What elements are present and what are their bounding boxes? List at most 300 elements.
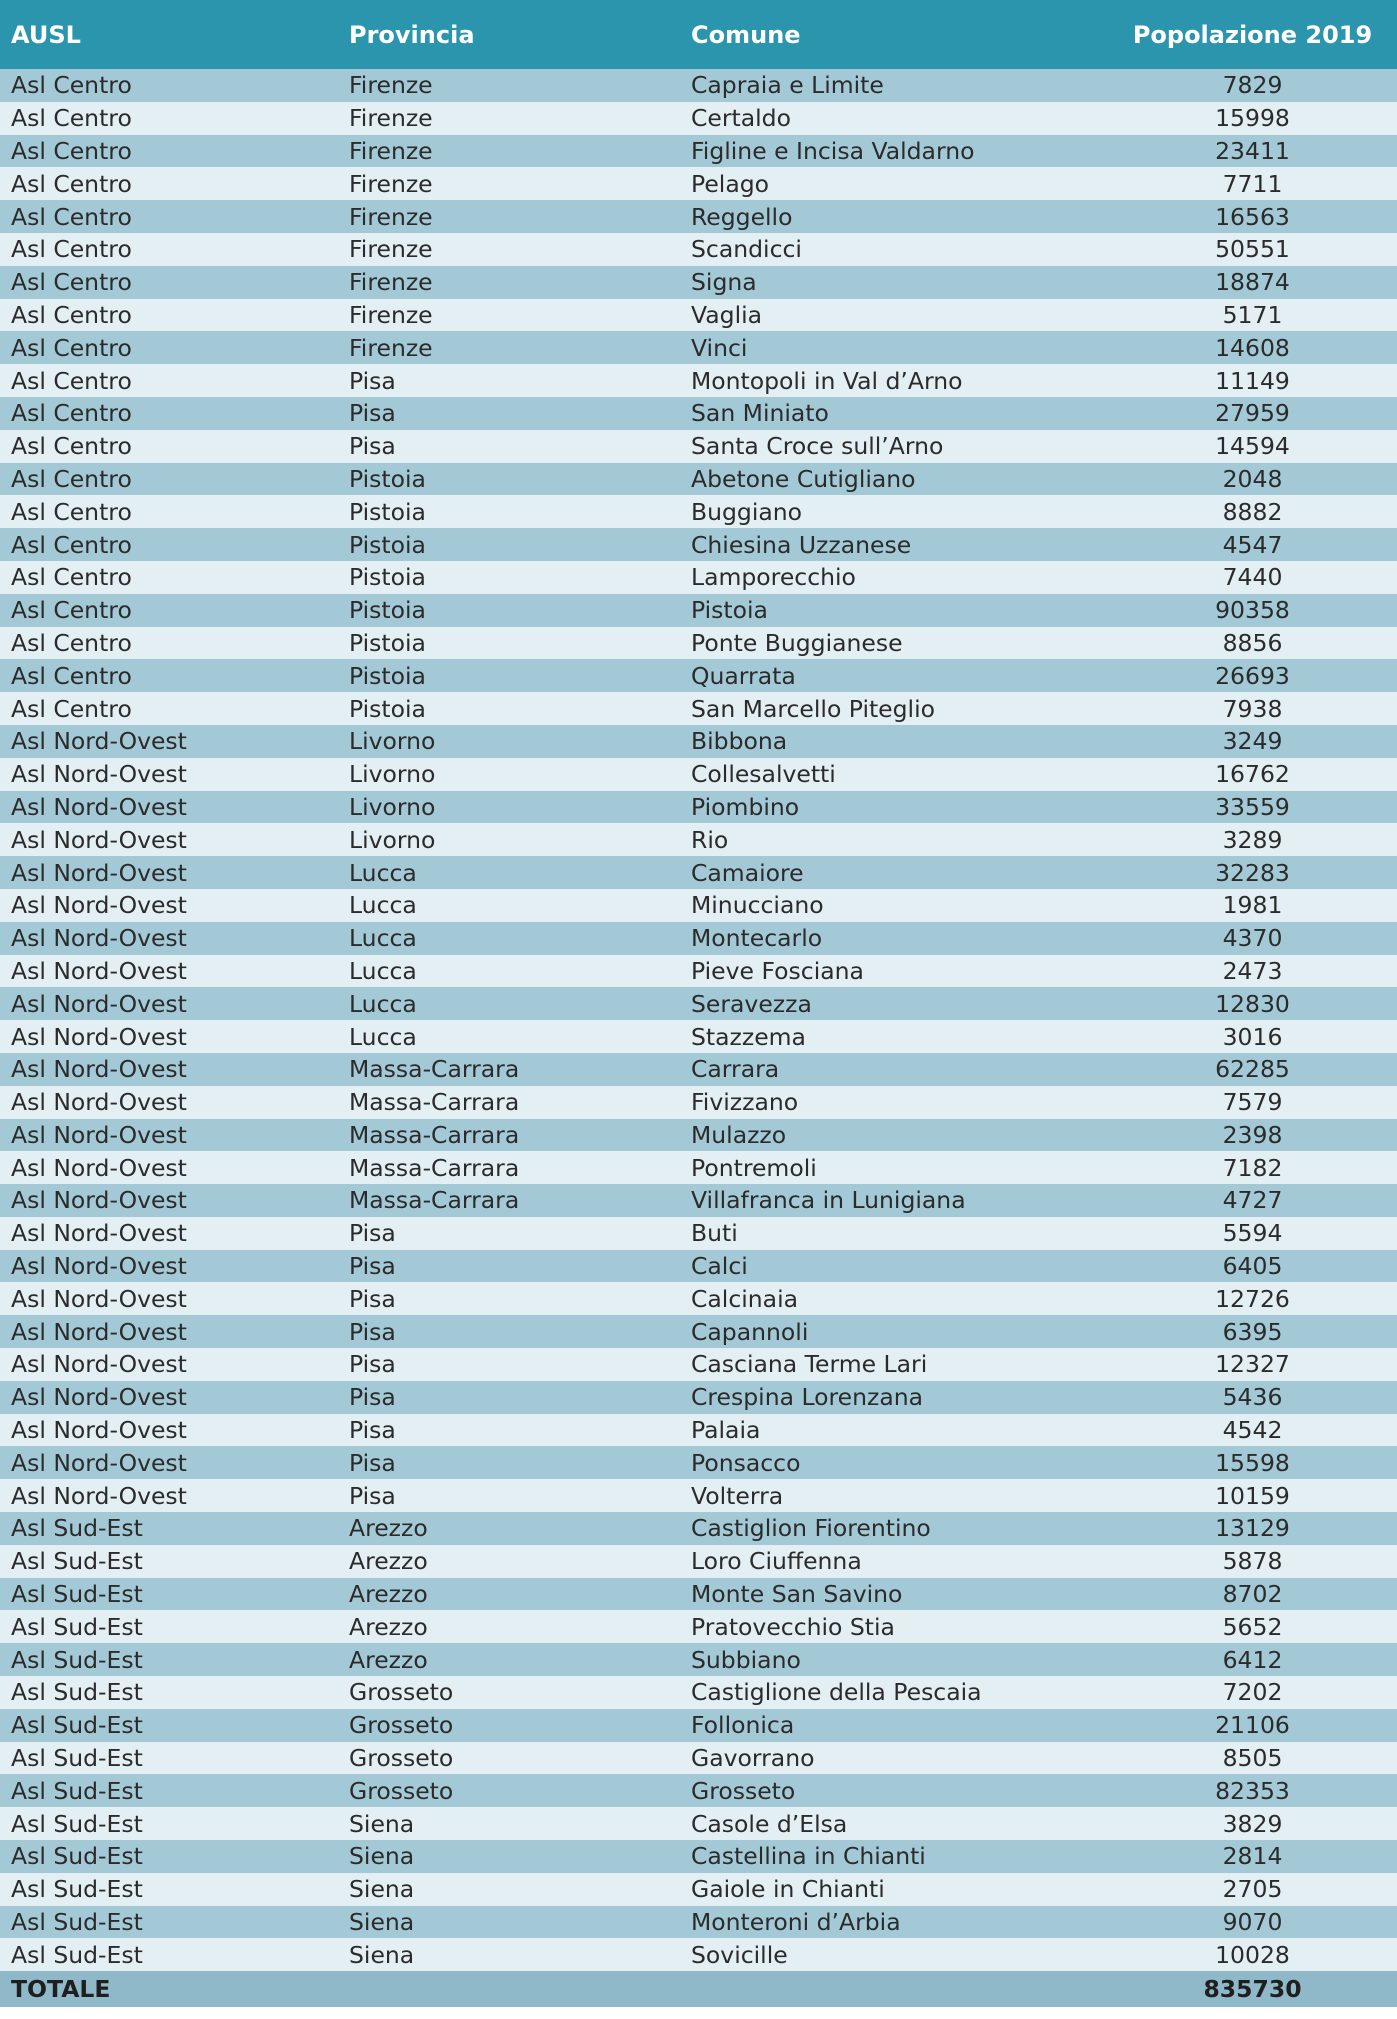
cell-popolazione: 8882 xyxy=(1222,497,1283,526)
cell-comune: Camaiore xyxy=(691,858,804,887)
cell-provincia: Grosseto xyxy=(349,1744,454,1773)
cell-popolazione: 33559 xyxy=(1215,792,1290,821)
table-row xyxy=(0,627,1397,660)
cell-ausl: Asl Centro xyxy=(11,694,132,723)
header-popolazione: Popolazione 2019 xyxy=(1132,20,1373,49)
cell-popolazione: 3016 xyxy=(1222,1022,1283,1051)
cell-popolazione: 6405 xyxy=(1222,1252,1283,1281)
cell-provincia: Pisa xyxy=(349,1219,396,1248)
cell-comune: Calcinaia xyxy=(691,1284,799,1313)
total-empty-comune xyxy=(680,1971,1108,2007)
cell-popolazione: 14594 xyxy=(1215,432,1290,461)
cell-provincia: Massa-Carrara xyxy=(349,1055,520,1084)
cell-provincia: Grosseto xyxy=(349,1776,454,1805)
table-row xyxy=(0,1545,1397,1578)
cell-popolazione: 27959 xyxy=(1215,399,1290,428)
cell-comune: Pieve Fosciana xyxy=(691,956,864,985)
cell-ausl: Asl Centro xyxy=(11,333,132,362)
cell-popolazione: 23411 xyxy=(1215,136,1290,165)
table-row xyxy=(0,1414,1397,1447)
cell-popolazione: 90358 xyxy=(1215,596,1290,625)
cell-ausl: Asl Nord-Ovest xyxy=(11,1448,187,1477)
cell-provincia: Arezzo xyxy=(349,1612,428,1641)
header-comune: Comune xyxy=(691,20,801,49)
table-row xyxy=(0,1840,1397,1873)
cell-provincia: Firenze xyxy=(349,136,433,165)
table-row xyxy=(0,102,1397,135)
table-row xyxy=(0,1315,1397,1348)
cell-ausl: Asl Nord-Ovest xyxy=(11,1481,187,1510)
cell-popolazione: 2814 xyxy=(1222,1842,1283,1871)
cell-comune: Gaiole in Chianti xyxy=(691,1875,885,1904)
cell-ausl: Asl Nord-Ovest xyxy=(11,727,187,756)
cell-popolazione: 4370 xyxy=(1222,924,1283,953)
table-row xyxy=(0,889,1397,922)
table-footer xyxy=(0,1971,1397,2007)
cell-ausl: Asl Centro xyxy=(11,71,132,100)
cell-provincia: Pisa xyxy=(349,1350,396,1379)
cell-provincia: Massa-Carrara xyxy=(349,1120,520,1149)
cell-ausl: Asl Centro xyxy=(11,136,132,165)
cell-comune: Vinci xyxy=(691,333,748,362)
cell-provincia: Firenze xyxy=(349,169,433,198)
cell-popolazione: 13129 xyxy=(1215,1514,1290,1543)
cell-popolazione: 3829 xyxy=(1222,1809,1283,1838)
cell-provincia: Grosseto xyxy=(349,1711,454,1740)
cell-provincia: Lucca xyxy=(349,858,417,887)
cell-comune: Grosseto xyxy=(691,1776,796,1805)
cell-ausl: Asl Sud-Est xyxy=(11,1842,143,1871)
table-header xyxy=(0,0,1397,69)
cell-provincia: Livorno xyxy=(349,727,436,756)
cell-provincia: Pistoia xyxy=(349,628,426,657)
cell-provincia: Pisa xyxy=(349,366,396,395)
cell-ausl: Asl Nord-Ovest xyxy=(11,760,187,789)
cell-comune: Casciana Terme Lari xyxy=(691,1350,928,1379)
cell-ausl: Asl Centro xyxy=(11,563,132,592)
cell-provincia: Lucca xyxy=(349,1022,417,1051)
table-row xyxy=(0,331,1397,364)
cell-ausl: Asl Centro xyxy=(11,268,132,297)
cell-provincia: Pisa xyxy=(349,1317,396,1346)
cell-provincia: Firenze xyxy=(349,333,433,362)
cell-comune: Signa xyxy=(691,268,757,297)
cell-popolazione: 50551 xyxy=(1215,235,1290,264)
cell-popolazione: 12830 xyxy=(1215,989,1290,1018)
cell-comune: Bibbona xyxy=(691,727,788,756)
table-row xyxy=(0,1578,1397,1611)
cell-ausl: Asl Sud-Est xyxy=(11,1514,143,1543)
table-row xyxy=(0,135,1397,168)
table-row xyxy=(0,594,1397,627)
table-row xyxy=(0,1348,1397,1381)
cell-ausl: Asl Centro xyxy=(11,661,132,690)
cell-provincia: Pistoia xyxy=(349,563,426,592)
table-row xyxy=(0,528,1397,561)
header-provincia: Provincia xyxy=(349,20,475,49)
cell-provincia: Pisa xyxy=(349,1416,396,1445)
cell-comune: San Miniato xyxy=(691,399,829,428)
cell-ausl: Asl Sud-Est xyxy=(11,1744,143,1773)
cell-ausl: Asl Nord-Ovest xyxy=(11,1186,187,1215)
table-row xyxy=(0,856,1397,889)
cell-ausl: Asl Nord-Ovest xyxy=(11,891,187,920)
cell-popolazione: 11149 xyxy=(1215,366,1290,395)
cell-comune: Ponte Buggianese xyxy=(691,628,903,657)
cell-ausl: Asl Nord-Ovest xyxy=(11,1383,187,1412)
cell-comune: Sovicille xyxy=(691,1940,788,1969)
table-row xyxy=(0,1282,1397,1315)
cell-popolazione: 2473 xyxy=(1222,956,1283,985)
cell-provincia: Pisa xyxy=(349,399,396,428)
cell-ausl: Asl Nord-Ovest xyxy=(11,1120,187,1149)
cell-comune: Follonica xyxy=(691,1711,795,1740)
cell-ausl: Asl Nord-Ovest xyxy=(11,1317,187,1346)
cell-comune: Ponsacco xyxy=(691,1448,801,1477)
cell-popolazione: 7829 xyxy=(1222,71,1283,100)
cell-provincia: Livorno xyxy=(349,760,436,789)
cell-comune: Figline e Incisa Valdarno xyxy=(691,136,975,165)
cell-comune: Quarrata xyxy=(691,661,796,690)
cell-popolazione: 4547 xyxy=(1222,530,1283,559)
table-row xyxy=(0,1742,1397,1775)
table-row xyxy=(0,1643,1397,1676)
table-row xyxy=(0,1676,1397,1709)
cell-comune: Mulazzo xyxy=(691,1120,787,1149)
table-row xyxy=(0,1086,1397,1119)
table-row xyxy=(0,1873,1397,1906)
cell-provincia: Pisa xyxy=(349,1284,396,1313)
cell-ausl: Asl Centro xyxy=(11,497,132,526)
cell-comune: Subbiano xyxy=(691,1645,801,1674)
cell-provincia: Pistoia xyxy=(349,596,426,625)
cell-comune: Calci xyxy=(691,1252,748,1281)
cell-provincia: Siena xyxy=(349,1842,415,1871)
cell-comune: Loro Ciuffenna xyxy=(691,1547,862,1576)
cell-provincia: Arezzo xyxy=(349,1547,428,1576)
cell-popolazione: 8702 xyxy=(1222,1580,1283,1609)
cell-popolazione: 7182 xyxy=(1222,1153,1283,1182)
table-row xyxy=(0,1610,1397,1643)
cell-ausl: Asl Nord-Ovest xyxy=(11,1055,187,1084)
cell-ausl: Asl Sud-Est xyxy=(11,1776,143,1805)
table-row xyxy=(0,1119,1397,1152)
cell-provincia: Pistoia xyxy=(349,497,426,526)
cell-ausl: Asl Centro xyxy=(11,235,132,264)
table-body xyxy=(0,69,1397,1971)
table-row xyxy=(0,364,1397,397)
cell-provincia: Firenze xyxy=(349,235,433,264)
cell-comune: Carrara xyxy=(691,1055,780,1084)
cell-popolazione: 21106 xyxy=(1215,1711,1290,1740)
cell-comune: Pontremoli xyxy=(691,1153,817,1182)
cell-popolazione: 7202 xyxy=(1222,1678,1283,1707)
table-row xyxy=(0,1479,1397,1512)
cell-comune: Chiesina Uzzanese xyxy=(691,530,912,559)
cell-provincia: Pisa xyxy=(349,1481,396,1510)
table-row xyxy=(0,1381,1397,1414)
cell-popolazione: 16563 xyxy=(1215,202,1290,231)
cell-provincia: Firenze xyxy=(349,300,433,329)
cell-comune: Reggello xyxy=(691,202,793,231)
cell-comune: Abetone Cutigliano xyxy=(691,464,916,493)
cell-provincia: Pistoia xyxy=(349,694,426,723)
cell-comune: Seravezza xyxy=(691,989,812,1018)
table-row xyxy=(0,1774,1397,1807)
cell-provincia: Lucca xyxy=(349,924,417,953)
header-ausl: AUSL xyxy=(11,20,81,49)
cell-provincia: Siena xyxy=(349,1908,415,1937)
cell-ausl: Asl Centro xyxy=(11,399,132,428)
cell-popolazione: 7579 xyxy=(1222,1088,1283,1117)
cell-provincia: Arezzo xyxy=(349,1580,428,1609)
cell-ausl: Asl Sud-Est xyxy=(11,1809,143,1838)
cell-comune: Casole d’Elsa xyxy=(691,1809,848,1838)
cell-popolazione: 3289 xyxy=(1222,825,1283,854)
cell-provincia: Siena xyxy=(349,1875,415,1904)
cell-popolazione: 12327 xyxy=(1215,1350,1290,1379)
cell-provincia: Massa-Carrara xyxy=(349,1153,520,1182)
cell-popolazione: 16762 xyxy=(1215,760,1290,789)
cell-popolazione: 18874 xyxy=(1215,268,1290,297)
table-row xyxy=(0,1446,1397,1479)
cell-ausl: Asl Nord-Ovest xyxy=(11,989,187,1018)
cell-ausl: Asl Centro xyxy=(11,530,132,559)
table-row xyxy=(0,495,1397,528)
table-row xyxy=(0,725,1397,758)
table-row xyxy=(0,1512,1397,1545)
cell-popolazione: 82353 xyxy=(1215,1776,1290,1805)
cell-provincia: Pistoia xyxy=(349,464,426,493)
cell-comune: Stazzema xyxy=(691,1022,806,1051)
cell-ausl: Asl Centro xyxy=(11,464,132,493)
cell-popolazione: 2705 xyxy=(1222,1875,1283,1904)
cell-comune: Gavorrano xyxy=(691,1744,815,1773)
cell-popolazione: 62285 xyxy=(1215,1055,1290,1084)
cell-ausl: Asl Nord-Ovest xyxy=(11,1088,187,1117)
cell-popolazione: 15998 xyxy=(1215,104,1290,133)
cell-popolazione: 15598 xyxy=(1215,1448,1290,1477)
table-row xyxy=(0,1151,1397,1184)
table-row xyxy=(0,1938,1397,1971)
cell-ausl: Asl Sud-Est xyxy=(11,1875,143,1904)
table-row xyxy=(0,299,1397,332)
cell-comune: Scandicci xyxy=(691,235,802,264)
cell-provincia: Lucca xyxy=(349,891,417,920)
cell-comune: Castellina in Chianti xyxy=(691,1842,926,1871)
cell-provincia: Pisa xyxy=(349,1252,396,1281)
table-row xyxy=(0,167,1397,200)
cell-popolazione: 7938 xyxy=(1222,694,1283,723)
cell-popolazione: 7440 xyxy=(1222,563,1283,592)
cell-provincia: Arezzo xyxy=(349,1645,428,1674)
cell-comune: Capraia e Limite xyxy=(691,71,884,100)
cell-comune: Crespina Lorenzana xyxy=(691,1383,924,1412)
cell-comune: Certaldo xyxy=(691,104,791,133)
cell-provincia: Pisa xyxy=(349,1383,396,1412)
cell-ausl: Asl Centro xyxy=(11,202,132,231)
cell-comune: Pistoia xyxy=(691,596,768,625)
cell-provincia: Siena xyxy=(349,1940,415,1969)
cell-ausl: Asl Sud-Est xyxy=(11,1908,143,1937)
table-row xyxy=(0,397,1397,430)
cell-provincia: Firenze xyxy=(349,71,433,100)
header-row xyxy=(0,0,1397,69)
cell-provincia: Arezzo xyxy=(349,1514,428,1543)
cell-comune: Capannoli xyxy=(691,1317,809,1346)
cell-ausl: Asl Nord-Ovest xyxy=(11,792,187,821)
cell-comune: Villafranca in Lunigiana xyxy=(691,1186,966,1215)
cell-comune: Pratovecchio Stia xyxy=(691,1612,895,1641)
table-row xyxy=(0,823,1397,856)
cell-ausl: Asl Centro xyxy=(11,432,132,461)
cell-popolazione: 9070 xyxy=(1222,1908,1283,1937)
table-row xyxy=(0,1184,1397,1217)
cell-ausl: Asl Sud-Est xyxy=(11,1711,143,1740)
total-value: 835730 xyxy=(1203,1975,1302,2004)
cell-popolazione: 2048 xyxy=(1222,464,1283,493)
cell-popolazione: 5878 xyxy=(1222,1547,1283,1576)
cell-provincia: Massa-Carrara xyxy=(349,1186,520,1215)
cell-comune: Santa Croce sull’Arno xyxy=(691,432,944,461)
cell-popolazione: 14608 xyxy=(1215,333,1290,362)
cell-ausl: Asl Nord-Ovest xyxy=(11,1219,187,1248)
table-row xyxy=(0,1906,1397,1939)
cell-ausl: Asl Centro xyxy=(11,596,132,625)
table-row xyxy=(0,955,1397,988)
cell-popolazione: 4727 xyxy=(1222,1186,1283,1215)
cell-comune: Castiglion Fiorentino xyxy=(691,1514,931,1543)
table-row xyxy=(0,1709,1397,1742)
cell-comune: Fivizzano xyxy=(691,1088,799,1117)
cell-provincia: Pistoia xyxy=(349,530,426,559)
cell-comune: Montopoli in Val d’Arno xyxy=(691,366,963,395)
cell-ausl: Asl Centro xyxy=(11,300,132,329)
table-row xyxy=(0,659,1397,692)
cell-comune: Piombino xyxy=(691,792,800,821)
cell-ausl: Asl Nord-Ovest xyxy=(11,1153,187,1182)
cell-provincia: Firenze xyxy=(349,104,433,133)
cell-popolazione: 32283 xyxy=(1215,858,1290,887)
cell-ausl: Asl Centro xyxy=(11,628,132,657)
table-row xyxy=(0,987,1397,1020)
table-row xyxy=(0,1053,1397,1086)
cell-provincia: Siena xyxy=(349,1809,415,1838)
cell-provincia: Livorno xyxy=(349,792,436,821)
cell-provincia: Pisa xyxy=(349,1448,396,1477)
cell-ausl: Asl Nord-Ovest xyxy=(11,1252,187,1281)
cell-comune: Palaia xyxy=(691,1416,761,1445)
cell-popolazione: 3249 xyxy=(1222,727,1283,756)
table-row xyxy=(0,1020,1397,1053)
cell-ausl: Asl Nord-Ovest xyxy=(11,1416,187,1445)
cell-comune: Monteroni d’Arbia xyxy=(691,1908,901,1937)
cell-ausl: Asl Sud-Est xyxy=(11,1580,143,1609)
cell-comune: Collesalvetti xyxy=(691,760,836,789)
cell-comune: Volterra xyxy=(691,1481,784,1510)
cell-popolazione: 10028 xyxy=(1215,1940,1290,1969)
cell-popolazione: 8856 xyxy=(1222,628,1283,657)
cell-popolazione: 1981 xyxy=(1222,891,1283,920)
cell-ausl: Asl Sud-Est xyxy=(11,1612,143,1641)
table-row xyxy=(0,430,1397,463)
cell-ausl: Asl Nord-Ovest xyxy=(11,1350,187,1379)
cell-provincia: Lucca xyxy=(349,956,417,985)
cell-ausl: Asl Sud-Est xyxy=(11,1678,143,1707)
table-row xyxy=(0,233,1397,266)
table-row xyxy=(0,758,1397,791)
total-empty-provincia xyxy=(338,1971,680,2007)
table-row xyxy=(0,463,1397,496)
cell-popolazione: 5594 xyxy=(1222,1219,1283,1248)
cell-popolazione: 4542 xyxy=(1222,1416,1283,1445)
cell-provincia: Grosseto xyxy=(349,1678,454,1707)
cell-comune: Monte San Savino xyxy=(691,1580,903,1609)
cell-provincia: Lucca xyxy=(349,989,417,1018)
cell-comune: Rio xyxy=(691,825,729,854)
table-row xyxy=(0,692,1397,725)
cell-ausl: Asl Nord-Ovest xyxy=(11,1022,187,1051)
cell-ausl: Asl Nord-Ovest xyxy=(11,1284,187,1313)
cell-ausl: Asl Sud-Est xyxy=(11,1547,143,1576)
table-row xyxy=(0,69,1397,102)
cell-ausl: Asl Centro xyxy=(11,104,132,133)
cell-ausl: Asl Nord-Ovest xyxy=(11,825,187,854)
cell-ausl: Asl Nord-Ovest xyxy=(11,924,187,953)
cell-popolazione: 2398 xyxy=(1222,1120,1283,1149)
table-row xyxy=(0,1217,1397,1250)
cell-ausl: Asl Centro xyxy=(11,169,132,198)
cell-popolazione: 5436 xyxy=(1222,1383,1283,1412)
cell-comune: Vaglia xyxy=(691,300,763,329)
cell-comune: San Marcello Piteglio xyxy=(691,694,935,723)
table-row xyxy=(0,922,1397,955)
cell-ausl: Asl Sud-Est xyxy=(11,1645,143,1674)
table-row xyxy=(0,1250,1397,1283)
table-row xyxy=(0,1807,1397,1840)
cell-popolazione: 12726 xyxy=(1215,1284,1290,1313)
cell-popolazione: 26693 xyxy=(1215,661,1290,690)
cell-comune: Montecarlo xyxy=(691,924,823,953)
cell-provincia: Massa-Carrara xyxy=(349,1088,520,1117)
table-row xyxy=(0,791,1397,824)
cell-provincia: Pisa xyxy=(349,432,396,461)
cell-provincia: Pistoia xyxy=(349,661,426,690)
cell-popolazione: 6412 xyxy=(1222,1645,1283,1674)
cell-comune: Pelago xyxy=(691,169,770,198)
cell-comune: Minucciano xyxy=(691,891,824,920)
cell-ausl: Asl Nord-Ovest xyxy=(11,956,187,985)
cell-provincia: Firenze xyxy=(349,268,433,297)
cell-provincia: Livorno xyxy=(349,825,436,854)
cell-comune: Lamporecchio xyxy=(691,563,856,592)
table-row xyxy=(0,561,1397,594)
cell-popolazione: 10159 xyxy=(1215,1481,1290,1510)
cell-popolazione: 5652 xyxy=(1222,1612,1283,1641)
total-label: TOTALE xyxy=(11,1975,111,2004)
cell-provincia: Firenze xyxy=(349,202,433,231)
cell-ausl: Asl Centro xyxy=(11,366,132,395)
total-row xyxy=(0,1971,1397,2007)
cell-comune: Buti xyxy=(691,1219,738,1248)
cell-comune: Buggiano xyxy=(691,497,803,526)
cell-popolazione: 5171 xyxy=(1222,300,1283,329)
cell-popolazione: 8505 xyxy=(1222,1744,1283,1773)
cell-popolazione: 7711 xyxy=(1222,169,1283,198)
cell-popolazione: 6395 xyxy=(1222,1317,1283,1346)
table-row xyxy=(0,266,1397,299)
cell-ausl: Asl Sud-Est xyxy=(11,1940,143,1969)
